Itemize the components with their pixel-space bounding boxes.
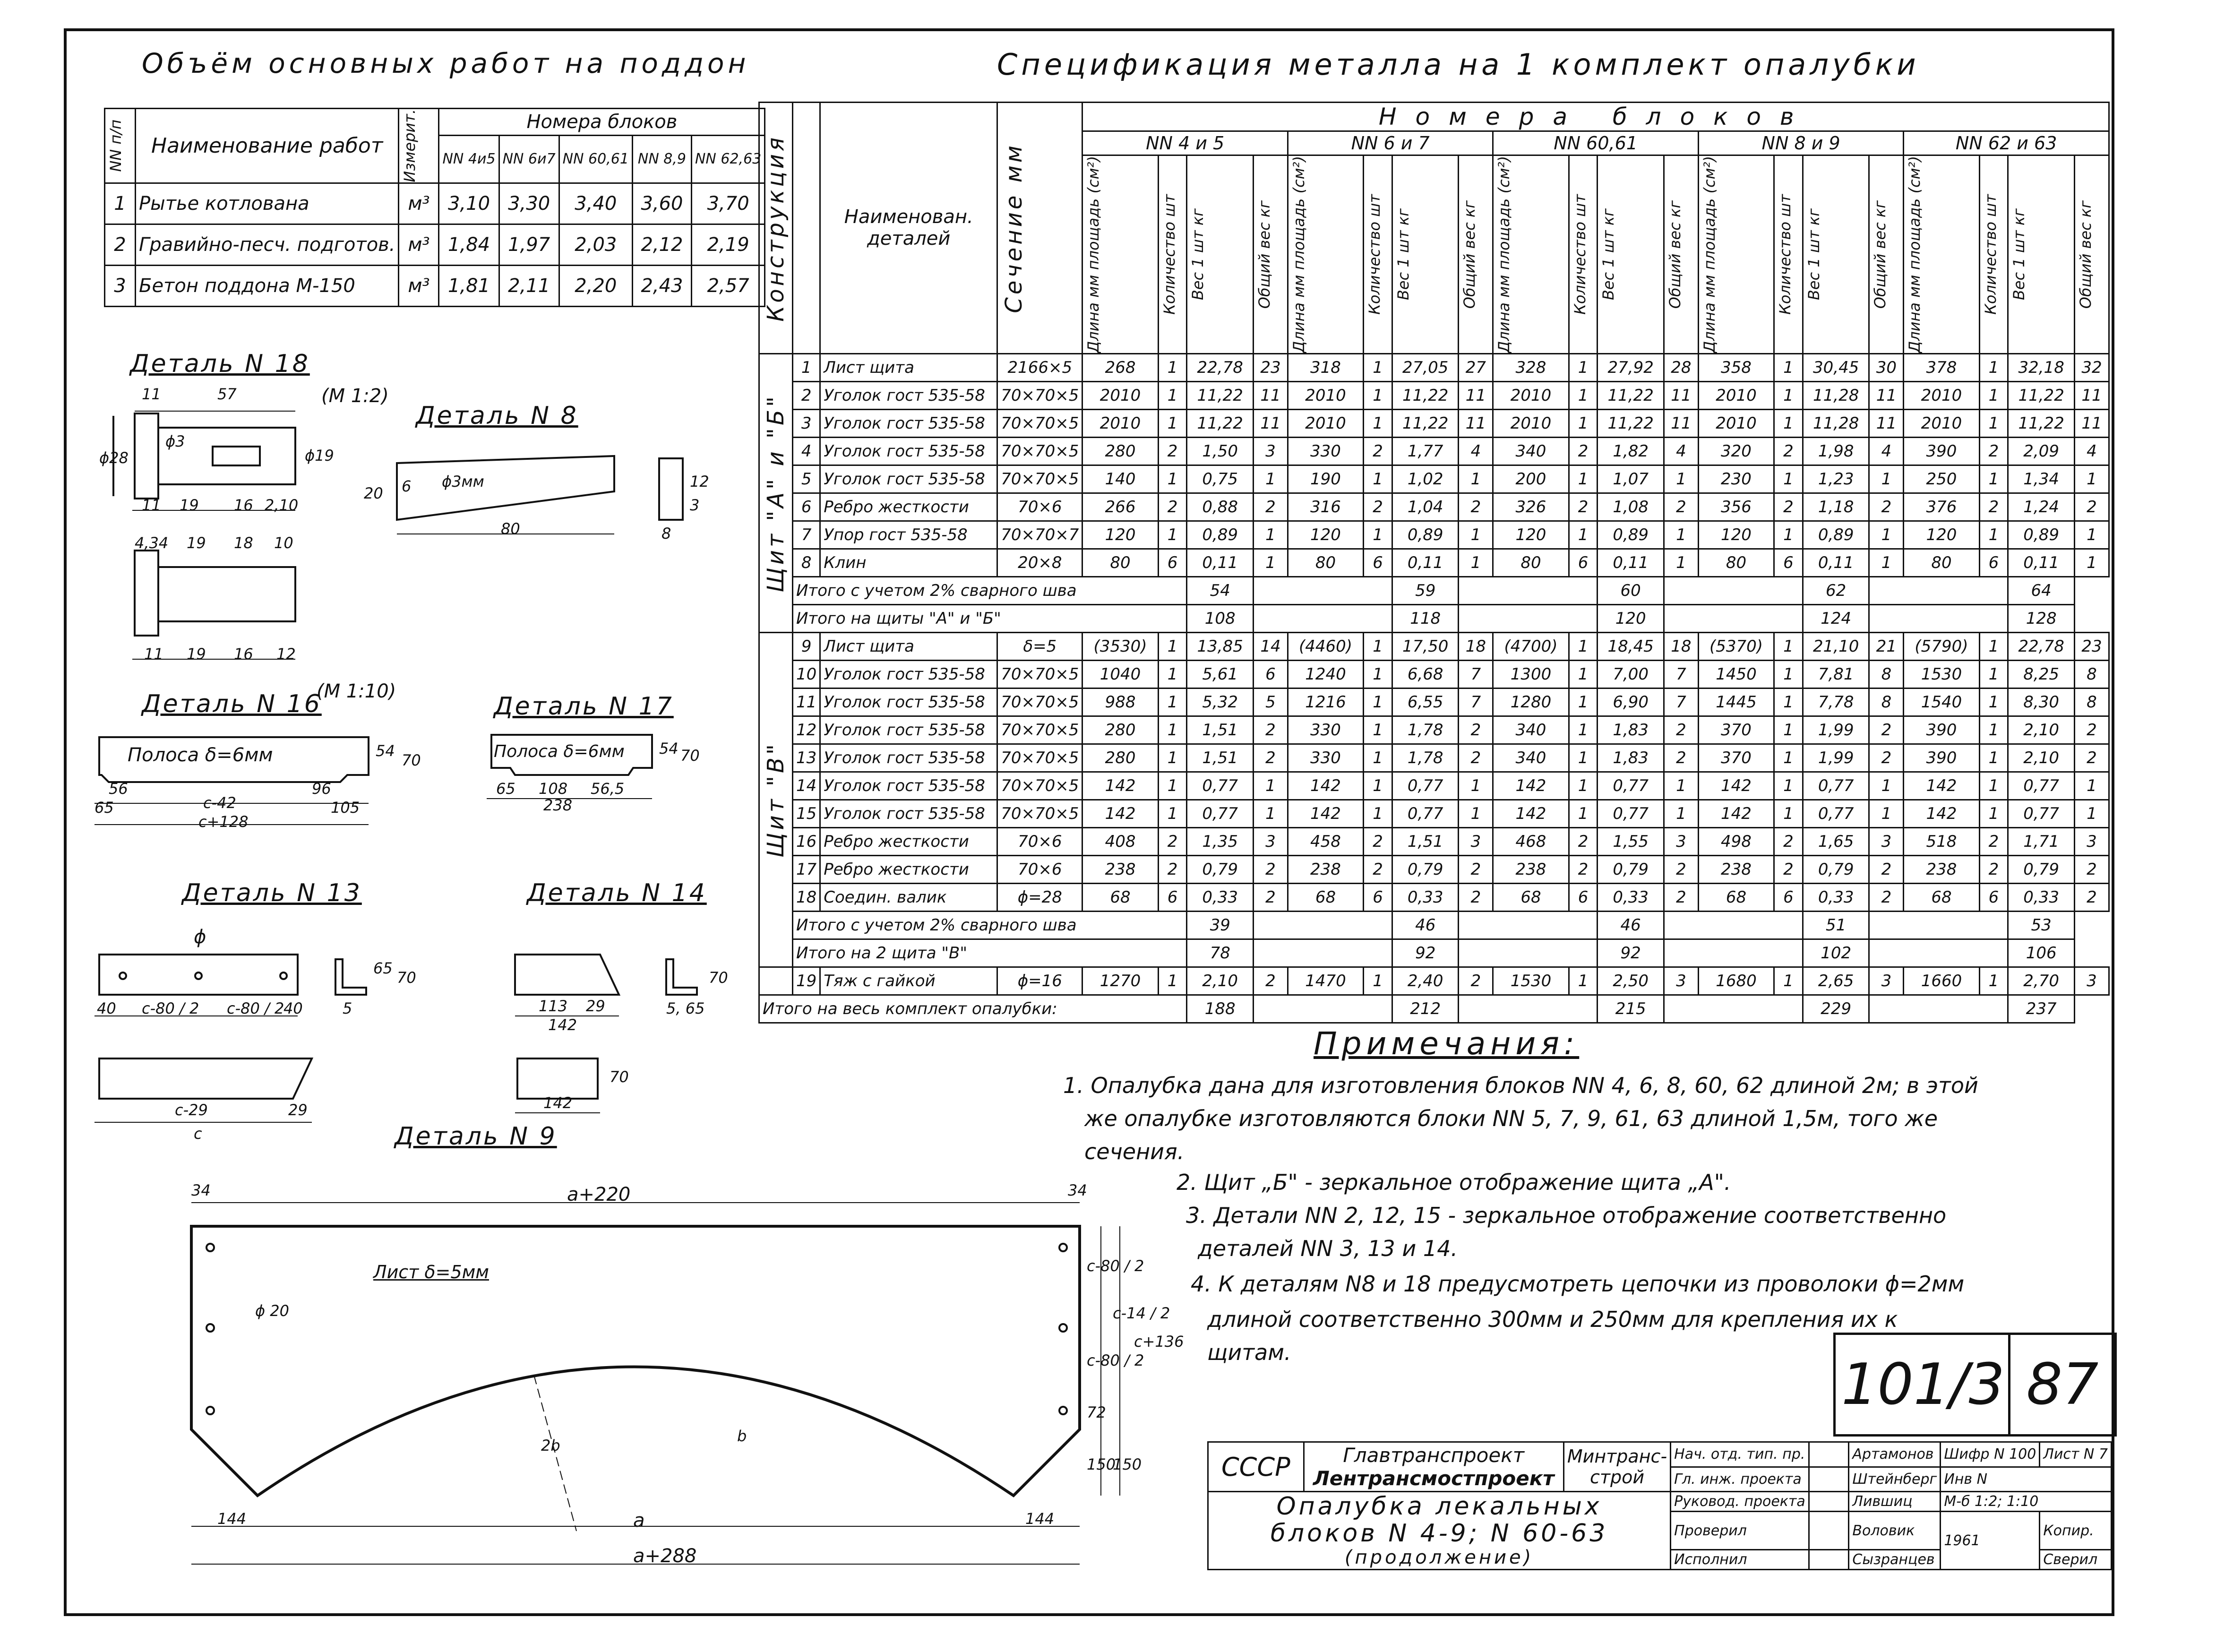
spec-subhead: Количество шт: [1160, 194, 1178, 315]
stamp-name: Сызранцев: [1849, 1550, 1941, 1570]
detail-17-strip: Полоса δ=6мм: [494, 742, 625, 761]
spec-sum-row: Итого на щиты "А" и "Б" 108 118 120 124 128: [759, 604, 2109, 632]
dim-text: 19: [187, 534, 206, 552]
sheet-page: 87: [2008, 1333, 2117, 1437]
dim-text: c+136: [1134, 1333, 1184, 1351]
dim-text: 29: [586, 997, 605, 1015]
dim-text: 8: [661, 525, 671, 542]
spec-row: 14 Уголок гост 535-58 70×70×5 142 1 0,77 1 142 1 0,77 1 142 1 0,77 1 142 1 0,77 1 142 1 0,77 1: [759, 772, 2109, 800]
dim-text: 34: [1068, 1181, 1087, 1199]
stamp-title3: (продолжение): [1344, 1547, 1534, 1569]
detail-18-label: Деталь N 18: [130, 350, 310, 378]
detail-16-label: Деталь N 16: [142, 690, 322, 718]
detail-16-strip: Полоса δ=6мм: [128, 744, 273, 766]
stamp-role: Нач. отд. тип. пр.: [1671, 1442, 1809, 1467]
dim-text: 142: [543, 1094, 573, 1112]
spec-h-construction: Конструкция: [763, 134, 789, 322]
dim-text: 10: [274, 534, 293, 552]
spec-subhead: Общий вес кг: [1666, 200, 1684, 309]
dim-text: 65: [496, 780, 515, 798]
spec-subhead: Количество шт: [1366, 194, 1384, 315]
dim-text: 5: [343, 999, 352, 1017]
note-line: 1. Опалубка дана для изготовления блоков NN 4, 6, 8, 60, 62 длиной 2м; в этой: [1063, 1073, 1978, 1098]
dim-text: 72: [1087, 1403, 1106, 1421]
dim-text: 150: [1087, 1455, 1116, 1473]
spec-h-blocks: Номера блоков: [1082, 103, 2109, 131]
detail-17-label: Деталь N 17: [494, 692, 674, 721]
dim-text: c+128: [198, 813, 249, 831]
note-line: сечения.: [1084, 1139, 1185, 1164]
stamp-name: Воловик: [1849, 1512, 1941, 1550]
spec-h-section: Сечение мм: [1001, 143, 1028, 313]
spec-h-name: Наименован. деталей: [820, 103, 997, 354]
works-row: 1 Рытье котлована м³ 3,10 3,30 3,40 3,60 3,70: [105, 183, 765, 224]
spec-row: 18 Соедин. валик ϕ=28 68 6 0,33 2 68 6 0,33 2 68 6 0,33 2 68 6 0,33 2 68 6 0,33 2: [759, 883, 2109, 911]
dim-text: 96: [312, 780, 331, 798]
spec-sum-row: Итого с учетом 2% сварного шва 39 46 46 51 53: [759, 911, 2109, 939]
spec-row: 10 Уголок гост 535-58 70×70×5 1040 1 5,61 6 1240 1 6,68 7 1300 1 7,00 7 1450 1 7,81 8 1530 1 8,25 8: [759, 660, 2109, 688]
dim-text: 19: [180, 496, 199, 514]
dim-text: 70: [610, 1068, 629, 1086]
spec-subhead: Количество шт: [1776, 194, 1795, 315]
dim-text: 6: [402, 477, 412, 495]
dim-text: 16: [234, 496, 253, 514]
dim-text: 70: [402, 751, 421, 769]
detail-8-hole: ϕ3мм: [442, 473, 484, 490]
stamp-name: Лившиц: [1849, 1492, 1941, 1512]
sheet-code: 101/3: [1833, 1333, 2010, 1437]
works-row: 3 Бетон поддона М-150 м³ 1,81 2,11 2,20 2,43 2,57: [105, 265, 765, 306]
detail-9-sheet: Лист δ=5мм: [373, 1262, 489, 1282]
stamp-title1: Опалубка лекальных: [1276, 1492, 1602, 1521]
spec-subhead: Вес 1 шт кг: [2010, 208, 2028, 301]
spec-row: 6 Ребро жесткости 70×6 266 2 0,88 2 316 2 1,04 2 326 2 1,08 2 356 2 1,18 2 376 2 1,24 2: [759, 493, 2109, 521]
spec-row: 7 Упор гост 535-58 70×70×7 120 1 0,89 1 120 1 0,89 1 120 1 0,89 1 120 1 0,89 1 120 1 0,89 1: [759, 521, 2109, 549]
detail-9-label: Деталь N 9: [395, 1122, 557, 1151]
note-line: 4. К деталям N8 и 18 предусмотреть цепочки из проволоки ϕ=2мм: [1191, 1271, 1965, 1297]
stamp-sverka: Сверил: [2040, 1550, 2112, 1570]
stamp-role: Исполнил: [1671, 1550, 1809, 1570]
dim-text: 34: [191, 1181, 211, 1199]
dim-text: 19: [187, 645, 206, 663]
works-h-num: NN п/п: [107, 120, 125, 172]
spec-subhead: Вес 1 шт кг: [1394, 208, 1412, 301]
dim-text: c: [194, 1125, 202, 1143]
spec-row: 3 Уголок гост 535-58 70×70×5 2010 1 11,22 11 2010 1 11,22 11 2010 1 11,22 11 2010 1 11,28 11 2010 1 11,22 11: [759, 409, 2109, 437]
note-line: деталей NN 3, 13 и 14.: [1198, 1236, 1458, 1261]
dim-text: 12: [690, 473, 709, 490]
stamp-org1: Главтранспроект: [1343, 1444, 1525, 1467]
spec-row: Щит "В" 9 Лист щита δ=5 (3530) 1 13,85 14 (4460) 1 17,50 18 (4700) 1 18,45 18 (5370) 1 21,10 21 (5790) 1 22,78 23: [759, 632, 2109, 660]
detail-14-label: Деталь N 14: [527, 879, 707, 907]
dim-text: 4,34: [135, 534, 169, 552]
detail-16-scale: (М 1:10): [317, 680, 396, 702]
dim-text: c-42: [203, 794, 236, 812]
notes-title: Примечания:: [1314, 1025, 1580, 1062]
spec-subhead: Общий вес кг: [1255, 200, 1273, 309]
spec-sum-row: Итого с учетом 2% сварного шва 54 59 60 62 64: [759, 576, 2109, 604]
stamp-list: Лист N 7: [2040, 1442, 2112, 1467]
spec-group: NN 6 и 7: [1288, 131, 1493, 155]
dim-text: 65: [373, 959, 393, 977]
dim-text: 56,5: [591, 780, 625, 798]
spec-row: 8 Клин 20×8 80 6 0,11 1 80 6 0,11 1 80 6 0,11 1 80 6 0,11 1 80 6 0,11 1: [759, 549, 2109, 576]
stamp-name: Штейнберг: [1849, 1467, 1941, 1492]
dim-text: ϕ: [194, 926, 206, 948]
dim-text: 113: [539, 997, 568, 1015]
dim-text: 57: [217, 385, 237, 403]
note-line: щитам.: [1207, 1340, 1291, 1365]
dim-text: 16: [234, 645, 253, 663]
spec-row: 16 Ребро жесткости 70×6 408 2 1,35 3 458 2 1,51 3 468 2 1,55 3 498 2 1,65 3 518 2 1,71 3: [759, 827, 2109, 855]
dim-text: c-80 / 2: [142, 999, 199, 1017]
dim-text: ϕ19: [305, 447, 334, 465]
works-col-3: NN 60,61: [559, 135, 632, 183]
dim-text: 11: [142, 496, 161, 514]
dim-text: 3: [690, 496, 700, 514]
spec-row: 19 Тяж с гайкой ϕ=16 1270 1 2,10 2 1470 1 2,40 2 1530 1 2,50 3 1680 1 2,65 3 1660 1 2,70 3: [759, 967, 2109, 995]
stamp-name: Артамонов: [1849, 1442, 1941, 1467]
spec-row: 5 Уголок гост 535-58 70×70×5 140 1 0,75 1 190 1 1,02 1 200 1 1,07 1 230 1 1,23 1 250 1 1,34 1: [759, 465, 2109, 493]
works-col-1: NN 4и5: [439, 135, 499, 183]
dim-text: 2,10: [265, 496, 299, 514]
spec-subhead: Общий вес кг: [2076, 200, 2095, 309]
dim-text: 18: [234, 534, 253, 552]
dim-text: 12: [276, 645, 296, 663]
spec-subhead: Количество шт: [1571, 194, 1589, 315]
title-block: [1207, 1441, 2112, 1570]
dim-text: b: [737, 1427, 747, 1445]
dim-text: 5, 65: [666, 999, 705, 1017]
spec-section-label: Щит "А" и "Б": [763, 393, 789, 593]
note-line: длиной соответственно 300мм и 250мм для крепления их к: [1207, 1307, 1898, 1332]
works-col-5: NN 62,63: [691, 135, 764, 183]
dim-text: 144: [217, 1510, 247, 1528]
detail-9-top: a+220: [567, 1184, 631, 1205]
dim-text: 70: [680, 747, 700, 765]
dim-text: c-14 / 2: [1113, 1304, 1170, 1322]
spec-subhead: Общий вес кг: [1871, 200, 1890, 309]
stamp-inv: Инв N: [1941, 1467, 2112, 1492]
detail-18-scale: (М 1:2): [321, 385, 389, 407]
spec-subhead: Вес 1 шт кг: [1804, 208, 1823, 301]
dim-text: c-80 / 2: [227, 999, 284, 1017]
spec-row: 13 Уголок гост 535-58 70×70×5 280 1 1,51 2 330 1 1,78 2 340 1 1,83 2 370 1 1,99 2 390 1 2,10 2: [759, 744, 2109, 772]
dim-text: 54: [659, 740, 679, 757]
works-h-blocks: Номера блоков: [439, 109, 765, 136]
stamp-shifr: Шифр N 100: [1941, 1442, 2040, 1467]
dim-text: 29: [288, 1101, 308, 1119]
dim-text: 105: [331, 799, 360, 817]
dim-text: 54: [376, 742, 395, 760]
works-h-name: Наименование работ: [136, 109, 399, 183]
dim-text: 11: [142, 385, 161, 403]
spec-subhead: Количество шт: [1981, 194, 2000, 315]
stamp-kopir: Копир.: [2040, 1512, 2112, 1550]
spec-subhead: Длина мм площадь (см²): [1906, 156, 1924, 353]
works-h-unit: Измерит.: [401, 109, 419, 182]
dim-text: c-80 / 2: [1087, 1351, 1144, 1369]
dim-text: 70: [397, 969, 416, 987]
spec-row: 11 Уголок гост 535-58 70×70×5 988 1 5,32 5 1216 1 6,55 7 1280 1 6,90 7 1445 1 7,78 8 1540 1 8,30 8: [759, 688, 2109, 716]
works-col-2: NN 6и7: [499, 135, 559, 183]
note-line: 2. Щит „Б" - зеркальное отображение щита „А".: [1177, 1170, 1731, 1195]
spec-row: 2 Уголок гост 535-58 70×70×5 2010 1 11,22 11 2010 1 11,22 11 2010 1 11,22 11 2010 1 11,28 11 2010 1 11,22 11: [759, 381, 2109, 409]
stamp-ussr: СССР: [1208, 1442, 1304, 1492]
spec-section-label: Щит "В": [763, 741, 789, 858]
stamp-role: Проверил: [1671, 1512, 1809, 1550]
works-title: Объём основных работ на поддон: [142, 47, 750, 79]
spec-row: Щит "А" и "Б" 1 Лист щита 2166×5 268 1 22,78 23 318 1 27,05 27 328 1 27,92 28 358 1 30,45 30 378 1 32,18 32: [759, 353, 2109, 381]
dim-text: 2b: [541, 1437, 560, 1454]
spec-group: NN 4 и 5: [1082, 131, 1288, 155]
dim-text: 142: [548, 1016, 577, 1034]
spec-sum-row: Итого на 2 щита "В" 78 92 92 102 106: [759, 939, 2109, 967]
dim-text: 80: [501, 520, 520, 538]
stamp-role: Руковод. проекта: [1671, 1492, 1809, 1512]
spec-title: Спецификация металла на 1 комплект опалубки: [997, 47, 1920, 82]
dim-text: 11: [144, 645, 163, 663]
works-col-4: NN 8,9: [632, 135, 691, 183]
spec-row: 12 Уголок гост 535-58 70×70×5 280 1 1,51 2 330 1 1,78 2 340 1 1,83 2 370 1 1,99 2 390 1 2,10 2: [759, 716, 2109, 744]
dim-text: 108: [539, 780, 568, 798]
dim-text: 238: [543, 796, 573, 814]
detail-9-phi: ϕ 20: [255, 1302, 289, 1320]
spec-subhead: Вес 1 шт кг: [1599, 208, 1618, 301]
dim-text: 40: [283, 999, 303, 1017]
stamp-role: Гл. инж. проекта: [1671, 1467, 1809, 1492]
detail-9-bottom: a+288: [633, 1545, 697, 1567]
spec-total-row: Итого на весь комплект опалубки: 188 212 215 229 237: [759, 995, 2109, 1023]
dim-text: 40: [97, 999, 116, 1017]
spec-group: NN 60,61: [1493, 131, 1698, 155]
spec-subhead: Длина мм площадь (см²): [1700, 156, 1718, 353]
spec-subhead: Длина мм площадь (см²): [1084, 156, 1103, 353]
note-line: же опалубке изготовляются блоки NN 5, 7, 9, 61, 63 длиной 1,5м, того же: [1084, 1106, 1938, 1131]
note-line: 3. Детали NN 2, 12, 15 - зеркальное отображение соответственно: [1186, 1203, 1947, 1228]
spec-subhead: Длина мм площадь (см²): [1289, 156, 1308, 353]
dim-text: 150: [1113, 1455, 1142, 1473]
dim-text: 70: [709, 969, 728, 987]
dim-text: ϕ3: [165, 432, 185, 450]
stamp-year: 1961: [1941, 1512, 2040, 1570]
stamp-org2: Лентрансмостпроект: [1313, 1467, 1555, 1490]
dim-text: 65: [94, 799, 114, 817]
dim-text: 20: [364, 484, 383, 502]
stamp-mark: М-б 1:2; 1:10: [1941, 1492, 2112, 1512]
dim-text: c-29: [175, 1101, 208, 1119]
spec-subhead: Длина мм площадь (см²): [1495, 156, 1513, 353]
spec-subhead: Общий вес кг: [1460, 200, 1479, 309]
dim-text: 56: [109, 780, 128, 798]
works-row: 2 Гравийно-песч. подготов. м³ 1,84 1,97 2,03 2,12 2,19: [105, 224, 765, 265]
detail-13-label: Деталь N 13: [182, 879, 362, 907]
dim-text: 144: [1025, 1510, 1055, 1528]
spec-row: 15 Уголок гост 535-58 70×70×5 142 1 0,77 1 142 1 0,77 1 142 1 0,77 1 142 1 0,77 1 142 1 0,77 1: [759, 800, 2109, 827]
dim-text: c-80 / 2: [1087, 1257, 1144, 1275]
spec-group: NN 62 и 63: [1904, 131, 2109, 155]
stamp-title2: блоков N 4-9; N 60-63: [1270, 1519, 1608, 1548]
detail-8-label: Деталь N 8: [416, 402, 578, 430]
spec-group: NN 8 и 9: [1698, 131, 1903, 155]
spec-row: 4 Уголок гост 535-58 70×70×5 280 2 1,50 3 330 2 1,77 4 340 2 1,82 4 320 2 1,98 4 390 2 2,09 4: [759, 437, 2109, 465]
stamp-ministry: Минтранс- строй: [1563, 1442, 1670, 1492]
dim-text: ϕ28: [99, 449, 129, 467]
spec-subhead: Вес 1 шт кг: [1189, 208, 1207, 301]
detail-9-a: a: [633, 1510, 645, 1532]
spec-row: 17 Ребро жесткости 70×6 238 2 0,79 2 238 2 0,79 2 238 2 0,79 2 238 2 0,79 2 238 2 0,79 2: [759, 855, 2109, 883]
